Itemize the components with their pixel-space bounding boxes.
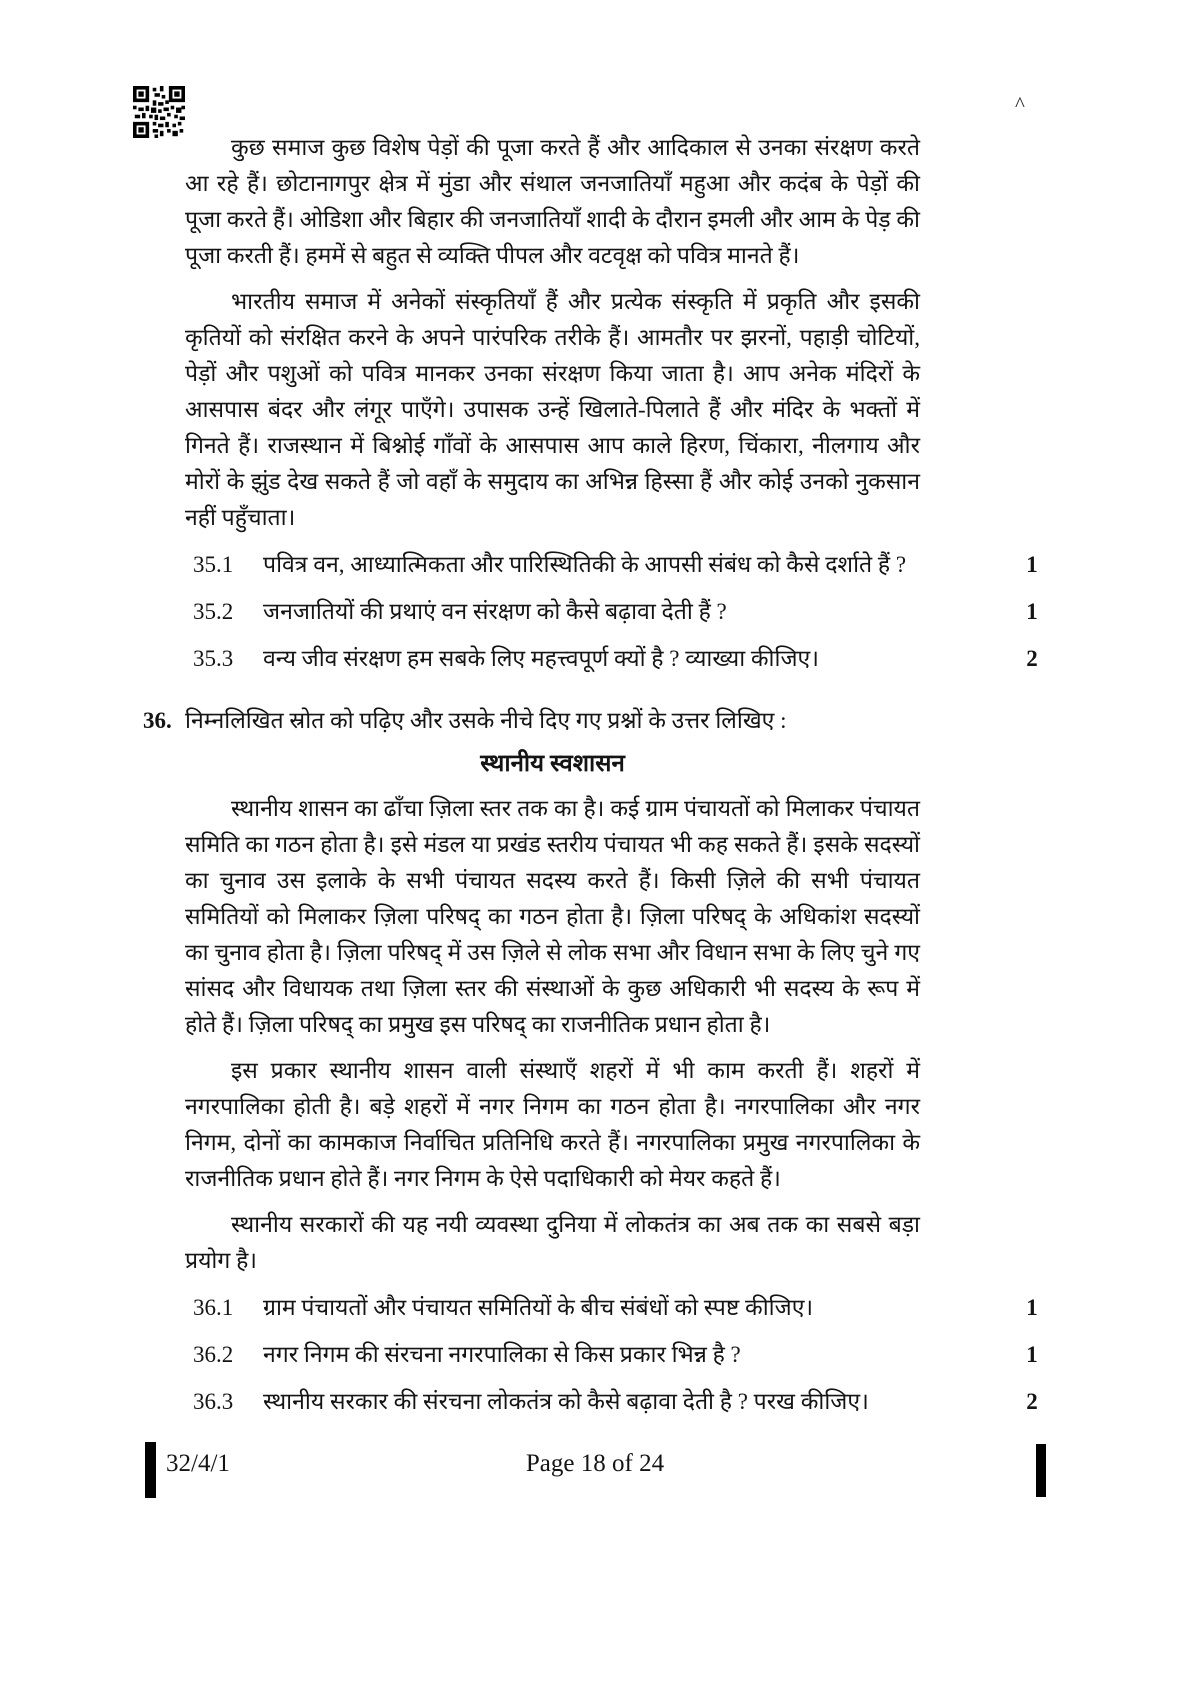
sub-question-number: 36.1 [193,1295,234,1320]
sub-question-row-36-2 [185,1337,1045,1373]
sub-question-number: 36.2 [193,1342,234,1367]
q36-passage-paragraph-1: स्थानीय शासन का ढाँचा ज़िला स्तर तक का है। कई ग्राम पंचायतों को मिलाकर पंचायत समिति का गठन होता है। इसे मंडल या प्रखंड स्तरीय पंचायत भी कह सकते हैं। इसके सदस्यों का चुनाव उस इलाके के सभी पंचायत सदस्य करते हैं। किसी ज़िले की सभी पंचायत समितियों को मिलाकर ज़िला परिषद् का गठन होता है। ज़िला परिषद् के अधिकांश सदस्यों का चुनाव होता है। ज़िला परिषद् में उस ज़िले से लोक सभा और विधान सभा के लिए चुने गए सांसद और विधायक तथा ज़िला स्तर की संस्थाओं के कुछ अधिकारी भी सदस्य के रूप में होते हैं। ज़िला परिषद् का प्रमुख इस परिषद् का राजनीतिक प्रधान होता है। [185,796,920,1037]
sub-question-number: 36.3 [193,1389,234,1414]
sub-question-row-36-1 [185,1290,1045,1326]
marks-value: 1 [1026,599,1038,624]
qr-code-icon [133,86,185,138]
question-intro-text: निम्नलिखित स्रोत को पढ़िए और उसके नीचे दिए गए प्रश्नों के उत्तर लिखिए : [185,708,787,733]
q35-passage-paragraph-1: कुछ समाज कुछ विशेष पेड़ों की पूजा करते हैं और आदिकाल से उनका संरक्षण करते आ रहे हैं। छोटानागपुर क्षेत्र में मुंडा और संथाल जनजातियाँ महुआ और कदंब के पेड़ों की पूजा करते हैं। ओडिशा और बिहार की जनजातियाँ शादी के दौरान इमली और आम के पेड़ की पूजा करती हैं। हममें से बहुत से व्यक्ति पीपल और वटवृक्ष को पवित्र मानते हैं। [185,135,920,268]
marks-value: 1 [1026,1342,1038,1367]
sub-question-text: वन्य जीव संरक्षण हम सबके लिए महत्त्वपूर्ण क्यों है ? व्याख्या कीजिए। [263,646,819,671]
sub-question-number: 35.1 [193,552,234,577]
sub-question-text: स्थानीय सरकार की संरचना लोकतंत्र को कैसे बढ़ावा देती है ? परख कीजिए। [263,1389,869,1414]
sub-question-row-35-1 [185,547,1045,583]
sub-question-text: जनजातियों की प्रथाएं वन संरक्षण को कैसे बढ़ावा देती हैं ? [263,599,727,624]
marks-value: 1 [1026,1295,1038,1320]
q35-passage-paragraph-2: भारतीय समाज में अनेकों संस्कृतियाँ हैं और प्रत्येक संस्कृति में प्रकृति और इसकी कृतियों को संरक्षित करने के अपने पारंपरिक तरीके हैं। आमतौर पर झरनों, पहाड़ी चोटियों, पेड़ों और पशुओं को पवित्र मानकर उनका संरक्षण किया जाता है। आप अनेक मंदिरों के आसपास बंदर और लंगूर पाएँगे। उपासक उन्हें खिलाते-पिलाते हैं और मंदिर के भक्तों में गिनते हैं। राजस्थान में बिश्नोई गाँवों के आसपास आप काले हिरण, चिंकारा, नीलगाय और मोरों के झुंड देख सकते हैं जो वहाँ के समुदाय का अभिन्न हिस्सा हैं और कोई उनको नुकसान नहीं पहुँचाता। [185,289,920,530]
footer-right-bar [1036,1444,1046,1497]
sub-question-text: ग्राम पंचायतों और पंचायत समितियों के बीच संबंधों को स्पष्ट कीजिए। [263,1295,814,1320]
question-36-header [143,703,920,739]
marks-value: 2 [1026,1389,1038,1414]
sub-question-number: 35.3 [193,646,234,671]
q36-passage-paragraph-3: स्थानीय सरकारों की यह नयी व्यवस्था दुनिया में लोकतंत्र का अब तक का सबसे बड़ा प्रयोग है। [185,1212,920,1273]
caret-mark: ^ [1015,92,1026,116]
sub-question-text: नगर निगम की संरचना नगरपालिका से किस प्रकार भिन्न है ? [263,1342,741,1367]
page-number-label: Page 18 of 24 [525,1450,665,1477]
sub-question-number: 35.2 [193,599,234,624]
source-title: स्थानीय स्वशासन [480,751,625,777]
sub-question-row-35-3 [185,641,1045,677]
exam-page-content [143,130,1045,1420]
sub-question-text: पवित्र वन, आध्यात्मिकता और पारिस्थितिकी के आपसी संबंध को कैसे दर्शाते हैं ? [263,552,907,577]
paper-code: 32/4/1 [166,1450,230,1477]
question-number: 36. [143,708,172,733]
q36-passage-paragraph-2: इस प्रकार स्थानीय शासन वाली संस्थाएँ शहरों में भी काम करती हैं। शहरों में नगरपालिका होती है। बड़े शहरों में नगर निगम का गठन होता है। नगरपालिका और नगर निगम, दोनों का कामकाज निर्वाचित प्रतिनिधि करते हैं। नगरपालिका प्रमुख नगरपालिका के राजनीतिक प्रधान होते हैं। नगर निगम के ऐसे पदाधिकारी को मेयर कहते हैं। [185,1058,920,1191]
sub-question-row-35-2 [185,594,1045,630]
sub-question-row-36-3 [185,1384,1045,1420]
marks-value: 1 [1026,552,1038,577]
marks-value: 2 [1026,646,1038,671]
